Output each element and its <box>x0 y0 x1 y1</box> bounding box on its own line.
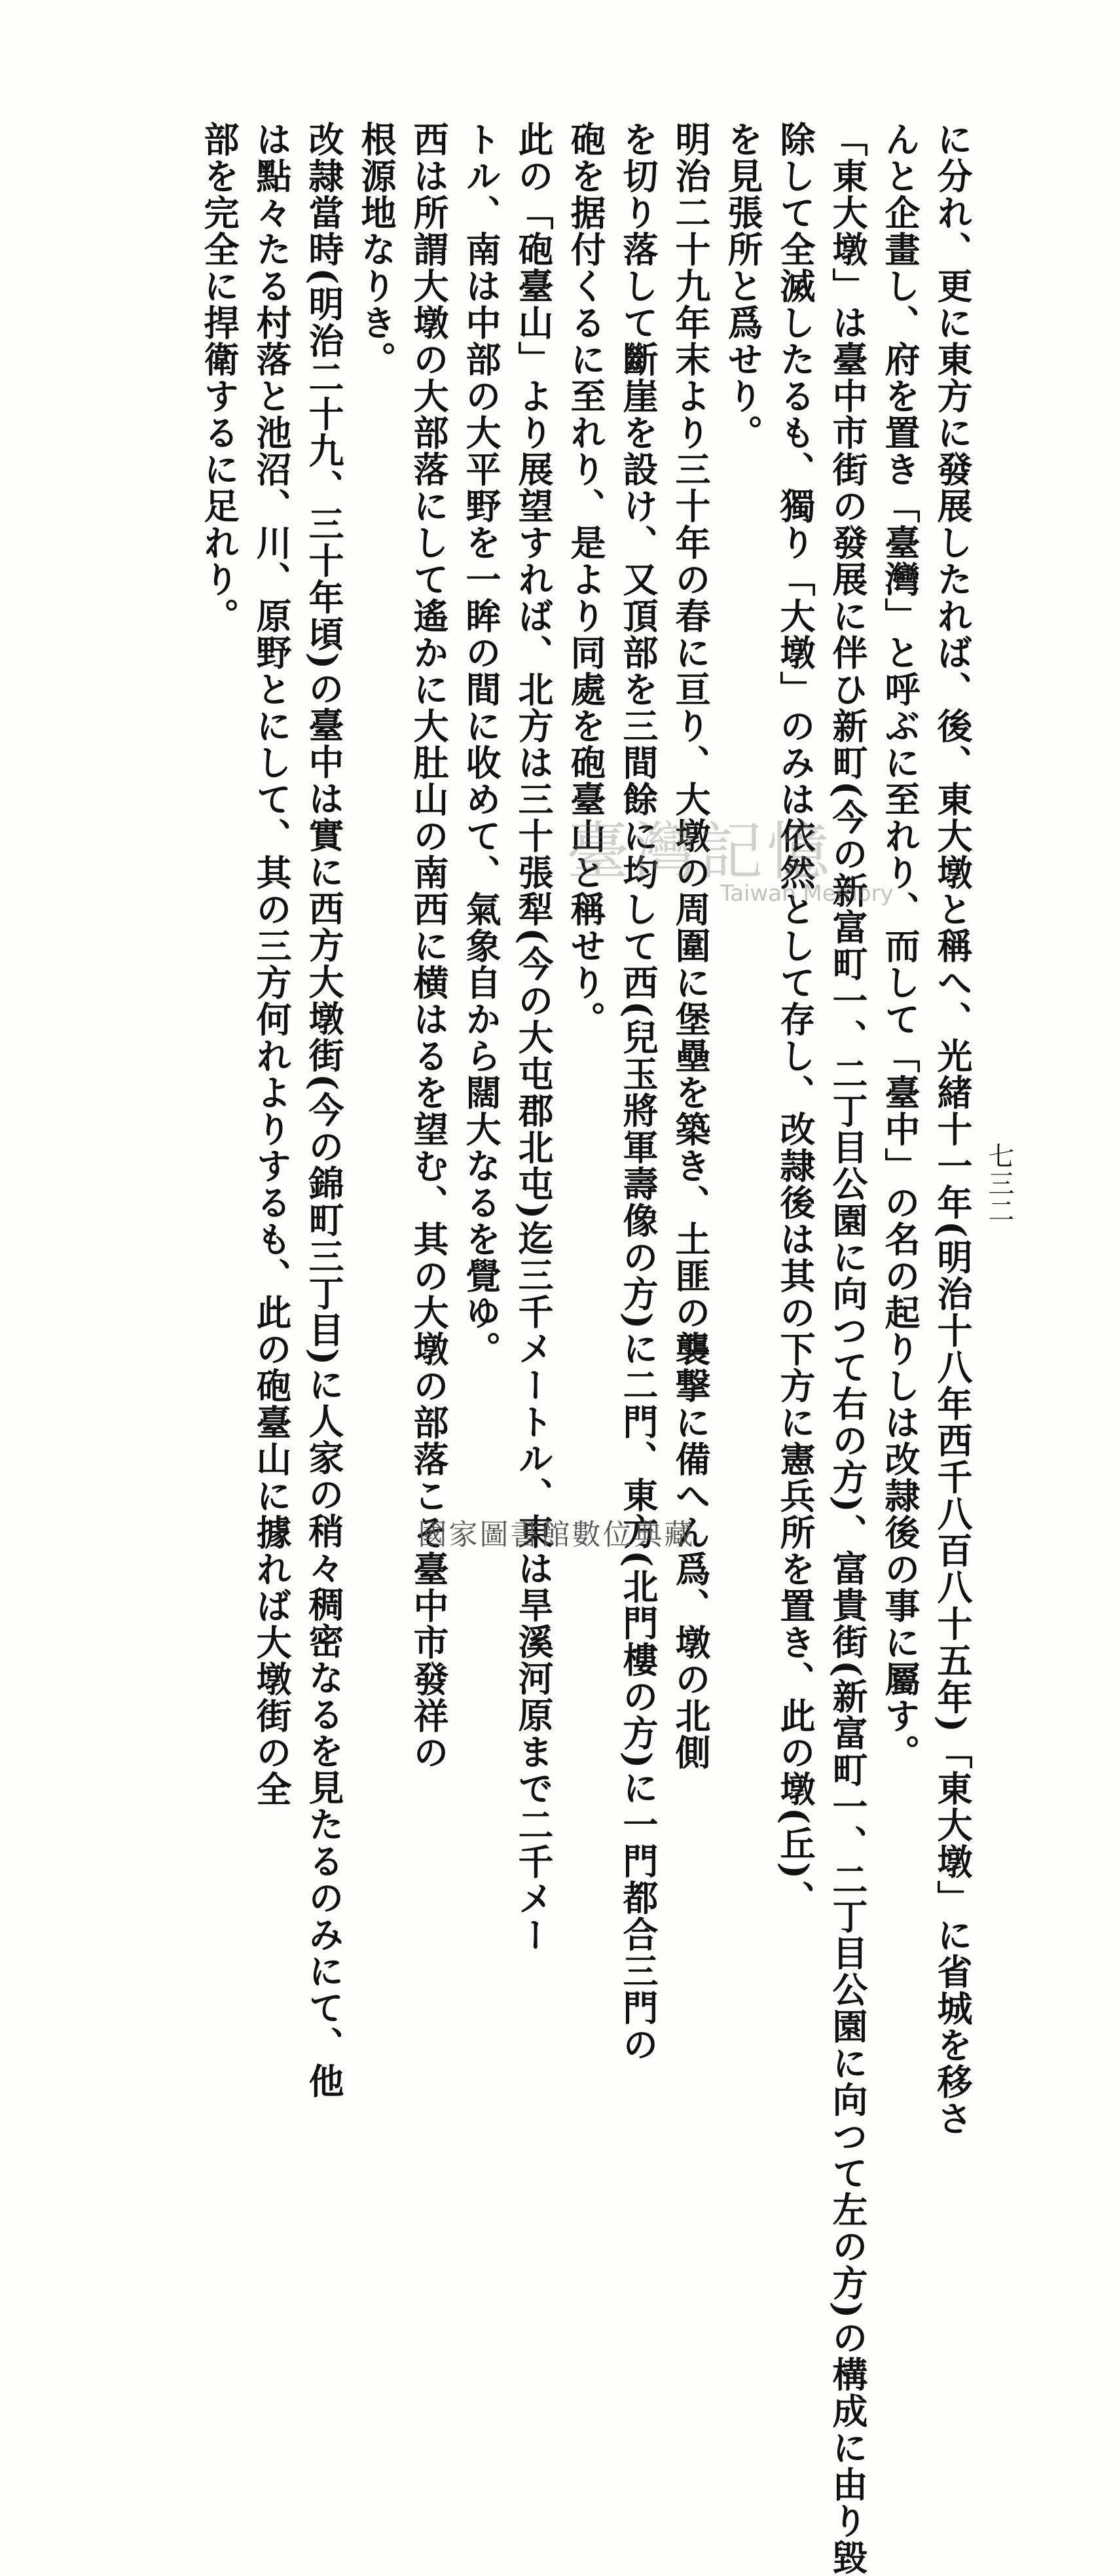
text-column: 明治二十九年末より三十年の春に亘り、大墩の周圍に堡壘を築き、土匪の襲撃に備へん爲、墩の北側 <box>670 121 712 1771</box>
text-column: 砲を据付くるに至れり、是より同處を砲臺山と稱せり。 <box>565 121 607 1038</box>
text-column: んと企畫し、府を置き「臺灣」と呼ぶに至れり、而して「臺中」の名の起りしは改隷後の事に屬す。 <box>879 121 921 1771</box>
watermark-english: Taiwan Memory <box>720 880 894 907</box>
text-column: 改隷當時(明治二十九、三十年頃)の臺中は實に西方大墩街(今の錦町三丁目)に人家の稍々稠密なるを見たるのみにて、他 <box>303 121 345 2100</box>
footer-credit: 國家圖書館數位典藏 <box>418 1518 695 1551</box>
text-column: は點々たる村落と池沼、川、原野とにして、其の三方何れよりするも、此の砲臺山に據れば大墩街の全 <box>251 121 293 1807</box>
text-column: に分れ、更に東方に發展したれば、後、東大墩と稱へ、光緒十一年(明治十八年西千八百八十五年)「東大墩」に省城を移さ <box>932 121 974 2137</box>
text-column: 「東大墩」は臺中市街の發展に伴ひ新町(今の新富町一、二丁目公園に向つて右の方)、富貴街(新富町一、二丁目公園に向つて左の方)の構成に由り毀 <box>827 121 869 2576</box>
text-column: 根源地なりき。 <box>356 121 397 378</box>
text-column: 部を完全に捍衛するに足れり。 <box>198 121 240 634</box>
text-column: 此の「砲臺山」より展望すれば、北方は三十張犁(今の大屯郡北屯)迄三千メートル、東は旱溪河原まで二千メー <box>513 121 555 1954</box>
text-column: を見張所と爲せり。 <box>722 121 764 451</box>
text-column: 西は所謂大墩の大部落にして遙かに大肚山の南西に横はるを望む、其の大墩の部落こそ臺中市發祥の <box>408 121 450 1771</box>
text-column: トル、南は中部の大平野を一眸の間に收めて、氣象自から闊大なるを覺ゆ。 <box>460 121 502 1368</box>
text-column: 除して全滅したるも、獨り「大墩」のみは依然として存し、改隷後は其の下方に憲兵所を置き、此の墩(丘)、 <box>775 121 816 1917</box>
watermark-chinese: 臺灣記憶 <box>566 815 833 888</box>
text-column: を切り落して斷崖を設け、又頂部を三間餘に均して西(兒玉將軍壽像の方)に二門、東方(北門樓の方)に一門都合三門の <box>617 121 659 2063</box>
page-number: 七三二 <box>984 1142 1014 1225</box>
